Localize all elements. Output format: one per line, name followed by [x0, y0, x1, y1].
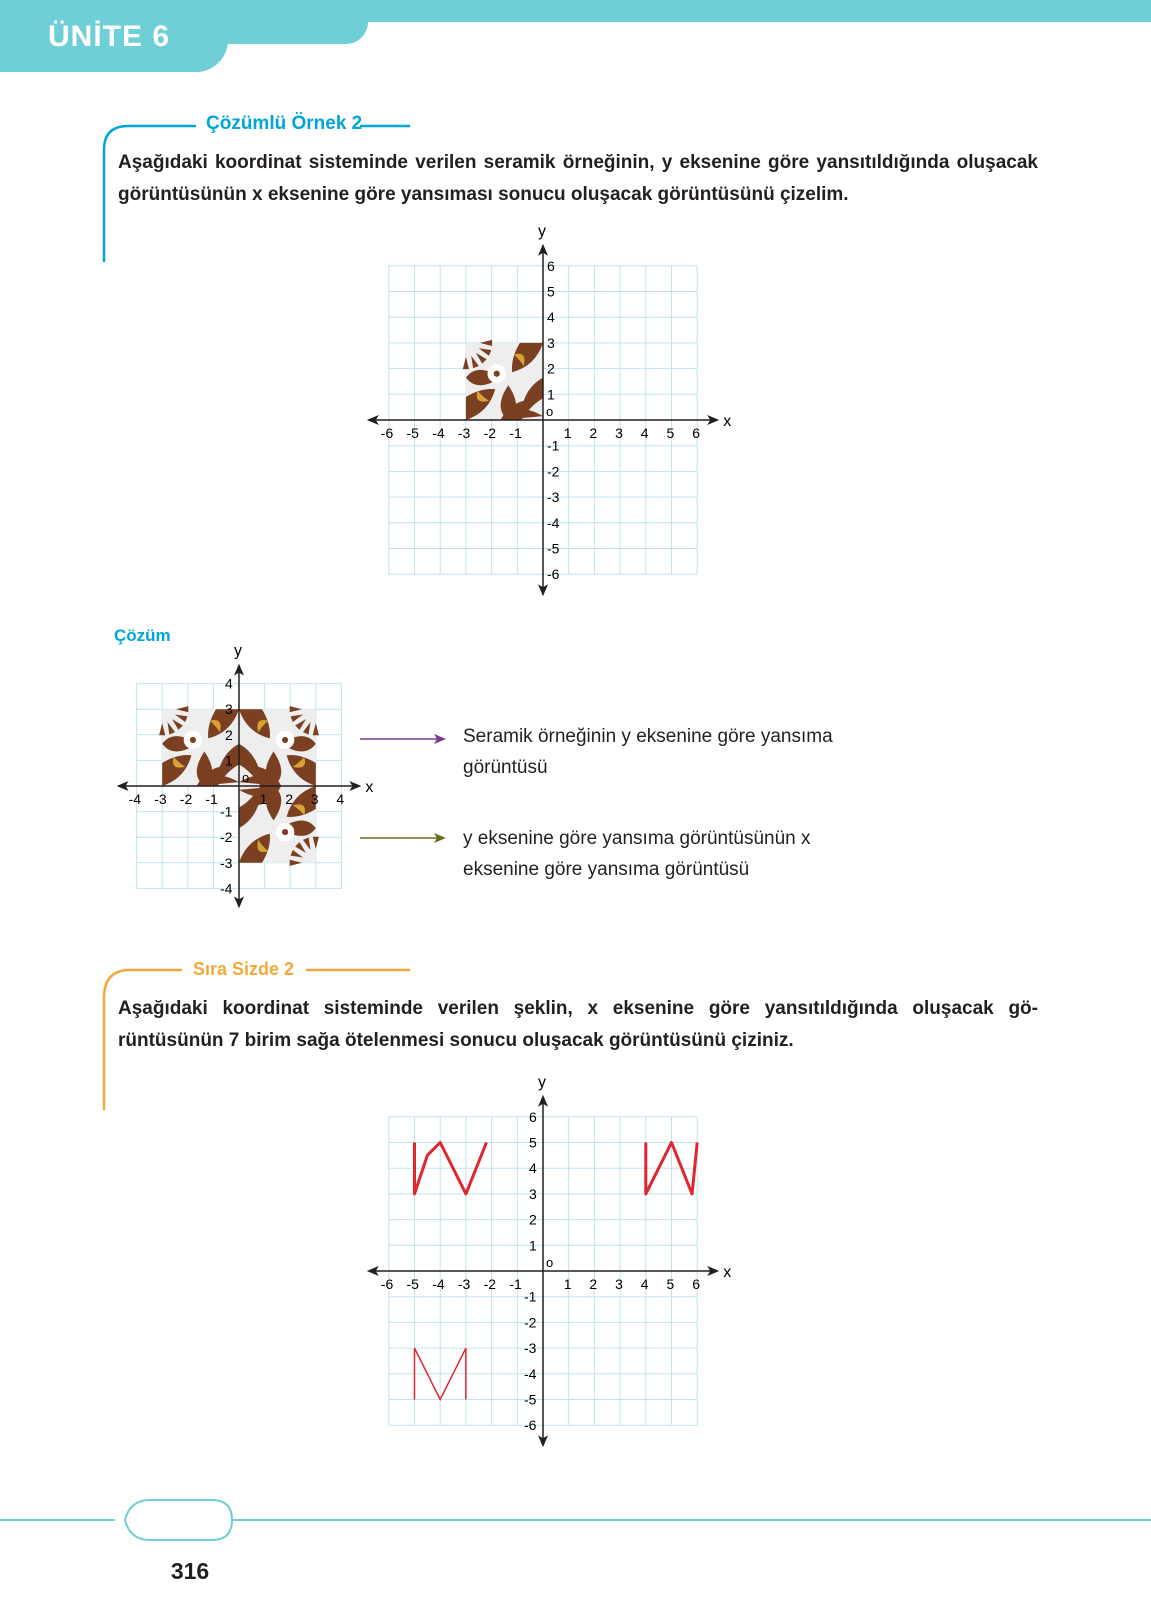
x-tick-label: 4 — [336, 791, 345, 807]
x-tick-label: 6 — [692, 1276, 700, 1292]
x-tick-label: 6 — [692, 425, 700, 441]
y-tick-label: -1 — [220, 803, 233, 820]
exercise-text: Aşağıdaki koordinat sisteminde verilen şeklin, x eksenine göre yansıtıldığında oluşacak gö-rüntüsünün 7 birim sağa ötelenmesi sonucu oluşacak görüntüsünü çiziniz. — [118, 998, 1038, 1051]
x-tick-label: 2 — [285, 791, 293, 807]
y-tick-label: 1 — [547, 386, 555, 403]
y-tick-label: -4 — [220, 880, 233, 897]
x-tick-label: -5 — [406, 1276, 419, 1292]
x-tick-label: -4 — [128, 791, 142, 807]
x-tick-label: 2 — [589, 1276, 598, 1292]
unit-title: ÜNİTE 6 — [48, 20, 171, 53]
x-tick-label: -1 — [509, 1276, 522, 1292]
y-tick-label: 2 — [529, 1211, 537, 1228]
y-tick-label: 5 — [547, 283, 555, 300]
y-tick-label: 6 — [547, 257, 555, 274]
x-tick-label: 4 — [640, 425, 649, 441]
y-tick-label: -2 — [220, 829, 233, 846]
x-tick-label: -5 — [406, 425, 419, 441]
origin-label: o — [546, 404, 554, 419]
y-tick-label: -2 — [524, 1314, 537, 1331]
y-tick-label: -3 — [547, 489, 560, 506]
y-tick-label: -5 — [547, 540, 560, 557]
x-tick-label: -3 — [457, 1276, 471, 1292]
x-tick-label: -1 — [509, 425, 522, 441]
y-tick-label: -1 — [524, 1288, 537, 1305]
y-tick-label: -4 — [524, 1365, 537, 1382]
x-tick-label: 3 — [615, 425, 623, 441]
page-number: 316 — [170, 1558, 210, 1584]
y-tick-label: -6 — [547, 566, 560, 583]
x-tick-label: 4 — [640, 1276, 649, 1292]
x-tick-label: -2 — [483, 1276, 497, 1292]
y-tick-label: 5 — [529, 1134, 537, 1151]
x-tick-label: 5 — [666, 425, 675, 441]
x-tick-label: -3 — [154, 791, 167, 807]
exercise-heading: Sıra Sizde 2 — [193, 959, 295, 979]
y-tick-label: -6 — [524, 1417, 537, 1434]
example-heading: Çözümlü Örnek 2 — [206, 113, 363, 134]
x-tick-label: 3 — [615, 1276, 623, 1292]
y-axis-label: y — [234, 642, 242, 660]
x-tick-label: -3 — [457, 425, 471, 441]
x-tick-label: -2 — [179, 791, 193, 807]
y-axis-label: y — [538, 222, 546, 240]
y-tick-label: -3 — [220, 854, 233, 871]
y-tick-label: 1 — [529, 1237, 537, 1254]
y-axis-label: y — [538, 1073, 546, 1091]
x-tick-label: -4 — [432, 425, 445, 441]
x-tick-label: -2 — [483, 425, 497, 441]
y-tick-label: -1 — [547, 437, 560, 454]
y-tick-label: 3 — [547, 334, 555, 351]
x-axis-label: x — [723, 413, 732, 430]
y-tick-label: 2 — [547, 360, 555, 377]
x-axis-label: x — [723, 1264, 732, 1281]
axes — [367, 1074, 731, 1447]
x-tick-label: 1 — [563, 425, 572, 441]
y-tick-label: 4 — [529, 1160, 537, 1177]
origin-label: o — [242, 770, 250, 785]
y-tick-label: 1 — [225, 752, 233, 769]
example-text: Aşağıdaki koordinat sisteminde verilen seramik örneğinin, y eksenine göre yansıtıldığında oluşacak görüntüsünün x eksenine göre yansıması sonucu oluşacak görüntüsünü çizelim. — [118, 152, 1038, 205]
y-tick-label: 3 — [529, 1185, 537, 1202]
x-tick-label: -4 — [432, 1276, 445, 1292]
y-tick-label: 4 — [225, 675, 233, 692]
x-tick-label: -6 — [380, 425, 394, 441]
y-tick-label: -5 — [524, 1391, 537, 1408]
y-tick-label: -4 — [547, 514, 560, 531]
y-tick-label: -2 — [547, 463, 560, 480]
x-tick-label: -1 — [205, 791, 218, 807]
x-axis-label: x — [365, 779, 374, 796]
x-tick-label: 1 — [563, 1276, 572, 1292]
x-tick-label: 2 — [589, 425, 598, 441]
y-tick-label: 3 — [225, 701, 233, 718]
x-tick-label: -6 — [380, 1276, 394, 1292]
y-tick-label: 4 — [547, 309, 555, 326]
solution-label-2: y eksenine göre yansıma görüntüsünün x eksenine göre yansıma görüntüsü — [463, 828, 811, 880]
x-tick-label: 1 — [259, 791, 268, 807]
y-tick-label: -3 — [524, 1340, 537, 1357]
solution-heading: Çözüm — [114, 626, 171, 645]
y-tick-label: 2 — [225, 726, 233, 743]
y-tick-label: 6 — [529, 1108, 537, 1125]
origin-label: o — [546, 1255, 554, 1270]
x-tick-label: 5 — [666, 1276, 675, 1292]
x-tick-label: 3 — [310, 791, 319, 807]
solution-label-1: Seramik örneğinin y eksenine göre yansıma görüntüsü — [463, 726, 833, 778]
